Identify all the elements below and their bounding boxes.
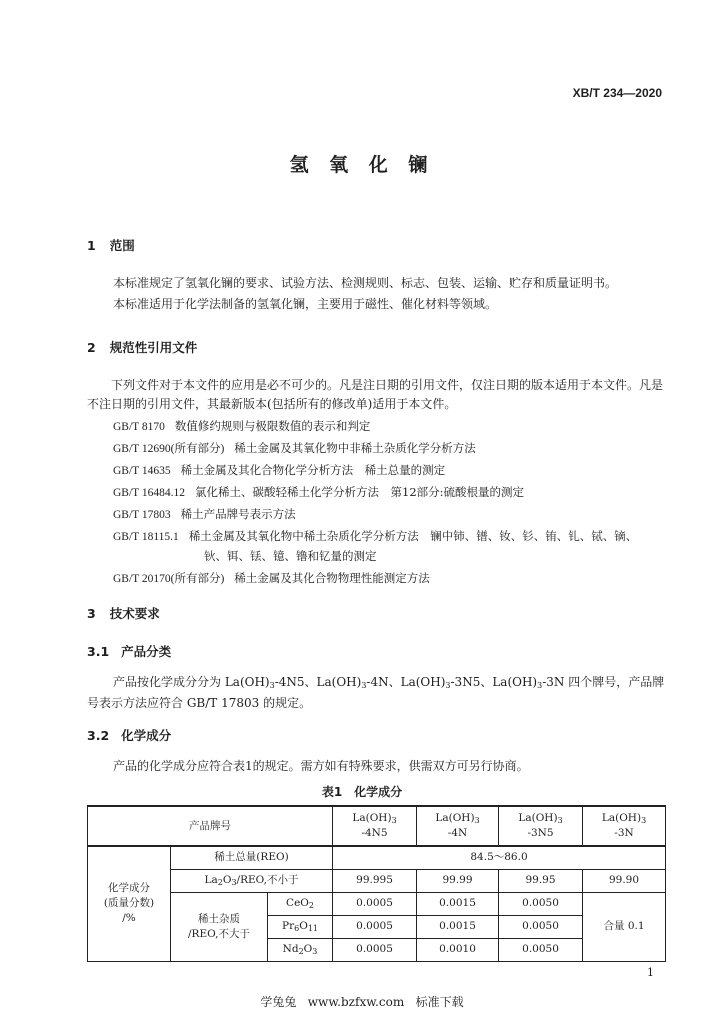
table-cell: 0.0015 [417,915,499,938]
reference-item [113,570,430,586]
ref-title: 稀土金属及其氧化物中稀土杂质化学分析方法 镧中铈、镨、钕、钐、铕、钆、铽、镝、 [188,529,638,543]
ref-title: 稀土产品牌号表示方法 [180,507,296,521]
section-title: 规范性引用文件 [109,340,198,355]
grade-suffix: -3N [614,827,634,839]
table-header-row [88,806,666,846]
reference-item-continuation: 钬、铒、铥、镱、镥和钇量的测定 [204,549,377,563]
grade-header-cell [583,806,666,846]
reference-item [113,440,476,456]
grade-header-cell [417,806,499,846]
grade-suffix: -4N5 [361,827,388,839]
impurity-label: 稀土杂质 [198,912,240,925]
ref-title: 氯化稀土、碳酸轻稀土化学分析方法 第12部分:硫酸根量的测定 [195,485,525,499]
table-cell: 0.0005 [333,938,417,961]
formula: CeO [286,897,309,909]
ref-title: 稀土金属及其化合物物理性能测定方法 [234,571,430,585]
subscript: 3 [269,681,275,690]
page-title: 氢 氧 化 镧 [289,154,435,176]
table-caption: 表1 化学成分 [321,785,403,799]
subscript: 3 [391,816,397,825]
section-1-heading [87,236,135,254]
reo-value-cell [333,846,666,869]
reference-item [113,462,445,478]
ref-code: GB/T 18115.1 [113,531,179,543]
header-label-cell [88,806,333,846]
grade-base: La(OH) [352,812,392,824]
impurity-label: /REO,不大于 [188,927,250,940]
formula-cell [268,915,333,938]
grade-text: -3N5、La(OH) [450,675,538,689]
standard-number: XB/T 234—2020 [572,86,662,100]
subscript: 3 [361,681,367,690]
paragraph: 产品的化学成分应符合表1的规定。需方如有特殊要求，供需双方可另行协商。 [113,759,529,773]
formula-cell [268,938,333,961]
subscript: 3 [474,816,480,825]
subscript: 3 [445,681,451,690]
subsection-3-2-heading [87,726,171,744]
subscript: 3 [557,816,563,825]
section-title: 技术要求 [109,606,160,621]
subscript: 3 [231,878,237,887]
subscript: 3 [641,816,647,825]
table-row [88,846,666,869]
grade-suffix: -4N [447,827,468,839]
subscript: 11 [307,924,318,933]
grade-suffix: -3N5 [527,827,554,839]
reo-label-cell [171,846,333,869]
table-cell: 0.0015 [417,892,499,915]
side-label: 化学成分 [108,882,150,895]
header-label: 产品牌号 [189,819,231,832]
subsection-3-1-heading [87,642,171,660]
page-number: 1 [647,966,654,979]
ref-title: 稀土金属及其化合物化学分析方法 稀土总量的测定 [180,463,446,477]
side-label-cell [88,846,171,961]
section-number: 3 [87,606,96,621]
table-cell: 0.0005 [333,892,417,915]
formula: O [303,943,313,955]
section-2-heading [87,338,197,356]
paragraph: 本标准规定了氢氧化镧的要求、试验方法、检测规则、标志、包装、运输、贮存和质量证明书。 [113,276,618,290]
paragraph: 本标准适用于化学法制备的氢氧化镧，主要用于磁性、催化材料等领域。 [113,297,498,311]
side-label: (质量分数) [103,897,155,910]
reo-value: 84.5～86.0 [470,851,528,864]
subscript: 2 [217,878,223,887]
total-note-cell [583,892,666,961]
subscript: 6 [294,924,300,933]
reo-label: 稀土总量(REO) [214,851,289,864]
table-row [88,869,666,892]
subscript: 3 [537,681,543,690]
text: 产品按化学成分分为 La(OH) [113,675,270,689]
table-cell: 99.90 [583,869,666,892]
ref-title: 数值修约规则与极限数值的表示和判定 [174,419,371,433]
table-cell: 0.0010 [417,938,499,961]
subscript: 3 [312,947,318,956]
section-title: 范围 [109,238,135,253]
total-note: 合量 0.1 [603,920,645,932]
paragraph: 下列文件对于本文件的应用是必不可少的。凡是注日期的引用文件，仅注日期的版本适用于本文件。凡是不注日期的引用文件，其最新版本(包括所有的修改单)适用于本文件。 [87,378,664,411]
formula: Nd [282,943,299,955]
formula-cell [268,892,333,915]
ref-title: 稀土金属及其氧化物中非稀土杂质化学分析方法 [234,441,476,455]
table-cell: 0.0050 [499,915,583,938]
grade-text: -4N、La(OH) [366,675,446,689]
grade-text: -3N 四个牌号，产品牌 [542,675,665,689]
grade-base: La(OH) [435,812,475,824]
grade-text: -4N5、La(OH) [274,675,362,689]
table-cell: 99.95 [499,869,583,892]
section-number: 2 [87,340,96,355]
table-cell: 0.0050 [499,892,583,915]
table-cell: 99.99 [417,869,499,892]
section-3-heading [87,604,160,622]
ref-code: GB/T 14635 [113,465,171,477]
ref-code: GB/T 8170 [113,421,165,433]
formula: Pr [282,920,295,932]
ref-code: GB/T 20170(所有部分) [113,573,225,585]
section-number: 1 [87,238,96,253]
formula: O [299,920,308,932]
paragraph [113,673,664,691]
table-cell: 0.0005 [333,915,417,938]
ref-code: GB/T 17803 [113,509,171,521]
formula: La [204,874,218,886]
la2o3-label-cell [171,869,333,892]
grade-header-cell [333,806,417,846]
ref-code: GB/T 12690(所有部分) [113,443,225,455]
side-label: /% [122,912,136,925]
ref-code: GB/T 16484.12 [113,487,185,499]
table-row [88,892,666,915]
footer-watermark[interactable]: 学兔兔 www.bzfxw.com 标准下载 [260,995,464,1009]
grade-base: La(OH) [518,812,558,824]
table-cell: 99.995 [333,869,417,892]
grade-base: La(OH) [601,812,642,824]
reference-item [113,506,296,522]
chemical-composition-table [87,805,666,962]
formula: O [222,874,232,886]
impurity-label-cell [171,892,268,961]
formula-suffix: /REO,不小于 [236,874,299,886]
section-title: 化学成分 [121,728,172,743]
section-number: 3.1 [87,644,110,659]
paragraph: 号表示方法应符合 GB/T 17803 的规定。 [87,696,312,710]
reference-item [113,418,370,434]
table-cell: 0.0050 [499,938,583,961]
subscript: 2 [308,901,314,910]
grade-header-cell [499,806,583,846]
reference-item [113,528,637,544]
section-title: 产品分类 [121,644,172,659]
subscript: 2 [298,947,304,956]
reference-item [113,484,524,500]
section-number: 3.2 [87,728,110,743]
